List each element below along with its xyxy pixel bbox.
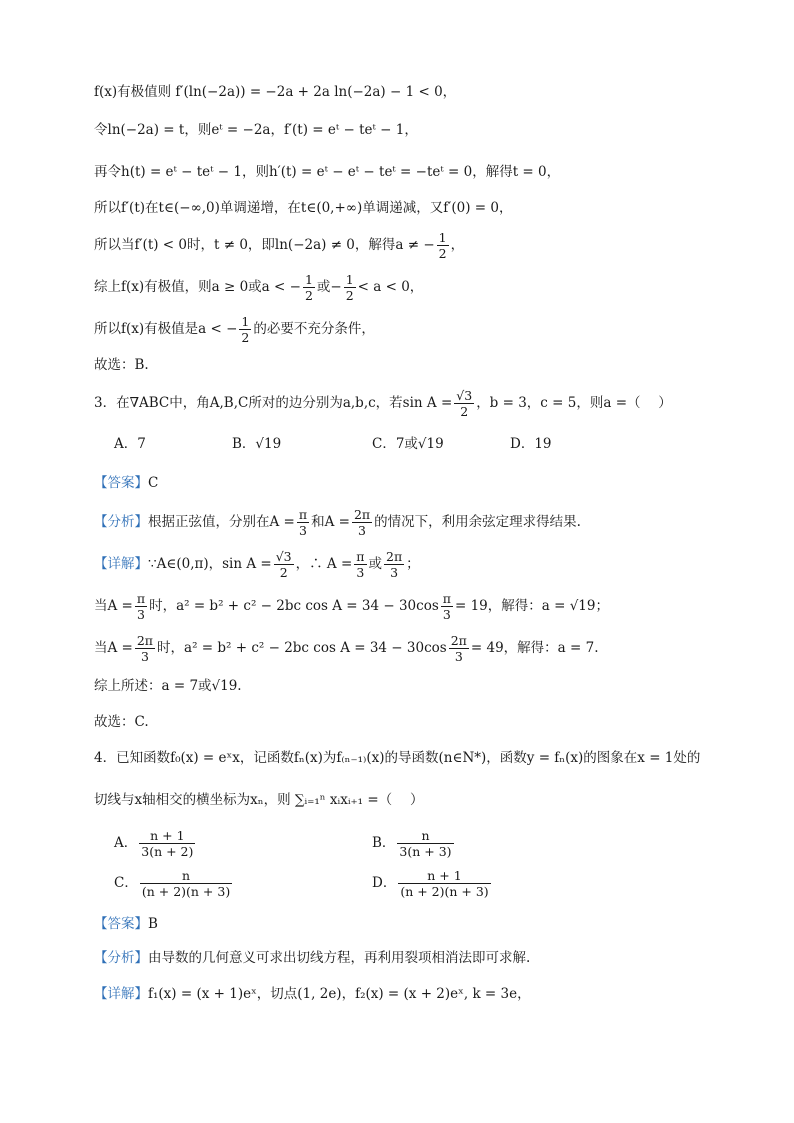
- frac-den: 3: [356, 565, 365, 580]
- q4-option-b: [372, 828, 456, 859]
- analysis-3: [94, 507, 581, 538]
- fraction-half: [239, 314, 251, 345]
- case2-c: = 49，解得：a = 7.: [470, 640, 599, 656]
- q4-option-c: [114, 868, 234, 899]
- frac-den: 3: [390, 565, 399, 580]
- detail-label: 【详解】: [94, 986, 148, 1002]
- frac-den: (n + 2)(n + 3): [400, 884, 489, 899]
- analysis-label: 【分析】: [94, 950, 148, 966]
- q4-option-a-label: A．: [114, 835, 138, 851]
- analysis-4-text: 由导数的几何意义可求出切线方程，再利用裂项相消法即可求解.: [148, 950, 531, 966]
- q4-option-b-fraction: [397, 828, 453, 859]
- case1-c: = 19，解得：a = √19；: [454, 598, 609, 614]
- frac-den: 3(n + 2): [141, 844, 194, 859]
- solution-line-6: [94, 272, 423, 303]
- q3-stem-b: ，b = 3，c = 5，则a =（ ）: [476, 395, 672, 411]
- q4-option-d-fraction: [398, 868, 490, 899]
- frac-den: 3: [454, 649, 463, 664]
- q4-option-d-label: D．: [372, 875, 397, 891]
- fraction-sqrt3-over-2: [274, 549, 294, 580]
- frac-num: 2π: [386, 549, 403, 564]
- line6-a: 综上f(x)有极值，则a ≥ 0或a < −: [94, 279, 301, 295]
- line7-a: 所以f(x)有极值是a < −: [94, 321, 238, 337]
- answer-label: 【答案】: [94, 475, 148, 491]
- frac-num: π: [442, 591, 451, 606]
- frac-den: 2: [345, 288, 354, 303]
- solution-line-4: 所以f′(t)在t∈(−∞,0)单调递增，在t∈(0,+∞)单调递减，又f′(0) = 0，: [94, 200, 513, 216]
- fraction-2pi-over-3: [135, 633, 155, 664]
- q4-option-c-fraction: [140, 868, 232, 899]
- question-3: [94, 388, 672, 419]
- fraction-2pi-over-3: [352, 507, 372, 538]
- answer-3-value: C: [148, 475, 159, 491]
- frac-den: 3(n + 3): [399, 844, 452, 859]
- frac-den: 3: [136, 607, 145, 622]
- fraction-half: [344, 272, 356, 303]
- solution-line-7: [94, 314, 375, 345]
- answer-label: 【答案】: [94, 916, 148, 932]
- analysis-3-c: 的情况下，利用余弦定理求得结果.: [374, 514, 581, 530]
- frac-num: 2π: [136, 633, 154, 648]
- frac-num: 2π: [353, 507, 371, 522]
- fraction-2pi-over-3: [384, 549, 404, 580]
- frac-num: π: [298, 507, 308, 522]
- answer-4-value: B: [148, 916, 158, 932]
- frac-num: π: [136, 591, 146, 606]
- fraction-half: [303, 272, 315, 303]
- case1-b: 时，a² = b² + c² − 2bc cos A = 34 − 30cos: [149, 598, 439, 614]
- analysis-label: 【分析】: [94, 514, 148, 530]
- q4-option-c-label: C．: [114, 875, 138, 891]
- line5-text: 所以当f′(t) < 0时，t ≠ 0，即ln(−2a) ≠ 0，解得a ≠ −: [94, 237, 435, 253]
- detail-4-text: f₁(x) = (x + 1)eˣ，切点(1, 2e)，f₂(x) = (x + 2)eˣ, k = 3e，: [148, 986, 531, 1002]
- frac-num: √3: [275, 549, 292, 564]
- summary-3: 综上所述：a = 7或√19.: [94, 678, 242, 694]
- line7-b: 的必要不充分条件，: [253, 321, 375, 337]
- case-2: [94, 633, 598, 664]
- q4-option-a-fraction: [139, 828, 195, 859]
- frac-num: n: [140, 868, 232, 884]
- frac-num: 1: [438, 230, 447, 245]
- frac-num: n + 1: [398, 868, 490, 884]
- answer-4: [94, 914, 158, 934]
- fraction-half: [437, 230, 449, 261]
- frac-num: 1: [304, 272, 313, 287]
- analysis-3-a: 根据正弦值，分别在A =: [148, 514, 295, 530]
- q3-option-a: A．7: [114, 436, 146, 452]
- frac-den: (n + 2)(n + 3): [141, 884, 231, 899]
- selection-line-q2: 故选：B.: [94, 357, 149, 373]
- q3-option-d: D．19: [510, 436, 552, 452]
- fraction-pi-over-3: [135, 591, 147, 622]
- line6-c: < a < 0，: [357, 279, 424, 295]
- case2-b: 时，a² = b² + c² − 2bc cos A = 34 − 30cos: [157, 640, 447, 656]
- q3-option-b: B．√19: [232, 436, 282, 452]
- solution-line-1: f(x)有极值则 f′(ln(−2a)) = −2a + 2a ln(−2a) − 1 < 0，: [94, 84, 457, 100]
- fraction-2pi-over-3: [449, 633, 469, 664]
- frac-num: n: [397, 828, 453, 844]
- fraction-pi-over-3: [297, 507, 309, 538]
- q4-option-b-label: B．: [372, 835, 396, 851]
- frac-num: π: [356, 549, 365, 564]
- detail-3-c: 或: [368, 556, 382, 572]
- case-1: [94, 591, 609, 622]
- frac-den: 3: [442, 607, 451, 622]
- frac-den: 2: [241, 330, 250, 345]
- line6-b: 或−: [316, 279, 342, 295]
- fraction-pi-over-3: [354, 549, 366, 580]
- frac-den: 2: [304, 288, 313, 303]
- fraction-sqrt3-over-2: [454, 388, 474, 419]
- frac-num: 2π: [450, 633, 467, 648]
- frac-den: 3: [140, 649, 149, 664]
- q3-stem-a: 3．在∇ABC中，角A,B,C所对的边分别为a,b,c，若sin A =: [94, 395, 453, 411]
- answer-3: [94, 473, 158, 493]
- fraction-pi-over-3: [441, 591, 453, 622]
- detail-label: 【详解】: [94, 556, 148, 572]
- question-4-line-1: 4．已知函数f₀(x) = eˣx，记函数fₙ(x)为f₍ₙ₋₁₎(x)的导函数(n∈N*)，函数y = fₙ(x)的图象在x = 1处的: [94, 750, 701, 766]
- frac-num: 1: [241, 314, 250, 329]
- question-4-line-2: 切线与x轴相交的横坐标为xₙ，则 ∑ᵢ₌₁ⁿ xᵢxᵢ₊₁ =（ ）: [94, 792, 424, 808]
- detail-3-b: ，∴ A =: [295, 556, 353, 572]
- case1-a: 当A =: [94, 598, 133, 614]
- detail-4: [94, 984, 531, 1004]
- q4-option-d: [372, 868, 493, 899]
- analysis-4: [94, 948, 530, 968]
- selection-3: 故选：C.: [94, 714, 149, 730]
- solution-line-3: 再令h(t) = eᵗ − teᵗ − 1，则h′(t) = eᵗ − eᵗ − teᵗ = −teᵗ = 0，解得t = 0，: [94, 164, 561, 180]
- analysis-3-b: 和A =: [311, 514, 350, 530]
- line5-end: ，: [450, 237, 465, 253]
- solution-line-5: [94, 230, 464, 261]
- q3-option-c: C．7或√19: [372, 436, 444, 452]
- frac-num: √3: [456, 388, 473, 403]
- detail-3-a: ∵A∈(0,π)，sin A =: [148, 556, 272, 572]
- frac-num: 1: [345, 272, 354, 287]
- frac-num: n + 1: [139, 828, 195, 844]
- frac-den: 2: [438, 246, 447, 261]
- frac-den: 3: [358, 523, 366, 538]
- detail-3: [94, 549, 420, 580]
- frac-den: 2: [279, 565, 288, 580]
- case2-a: 当A =: [94, 640, 133, 656]
- detail-3-d: ；: [406, 556, 420, 572]
- frac-den: 3: [298, 523, 307, 538]
- solution-line-2: 令ln(−2a) = t，则eᵗ = −2a，f′(t) = eᵗ − teᵗ − 1，: [94, 122, 418, 138]
- q4-option-a: [114, 828, 197, 859]
- frac-den: 2: [460, 404, 469, 419]
